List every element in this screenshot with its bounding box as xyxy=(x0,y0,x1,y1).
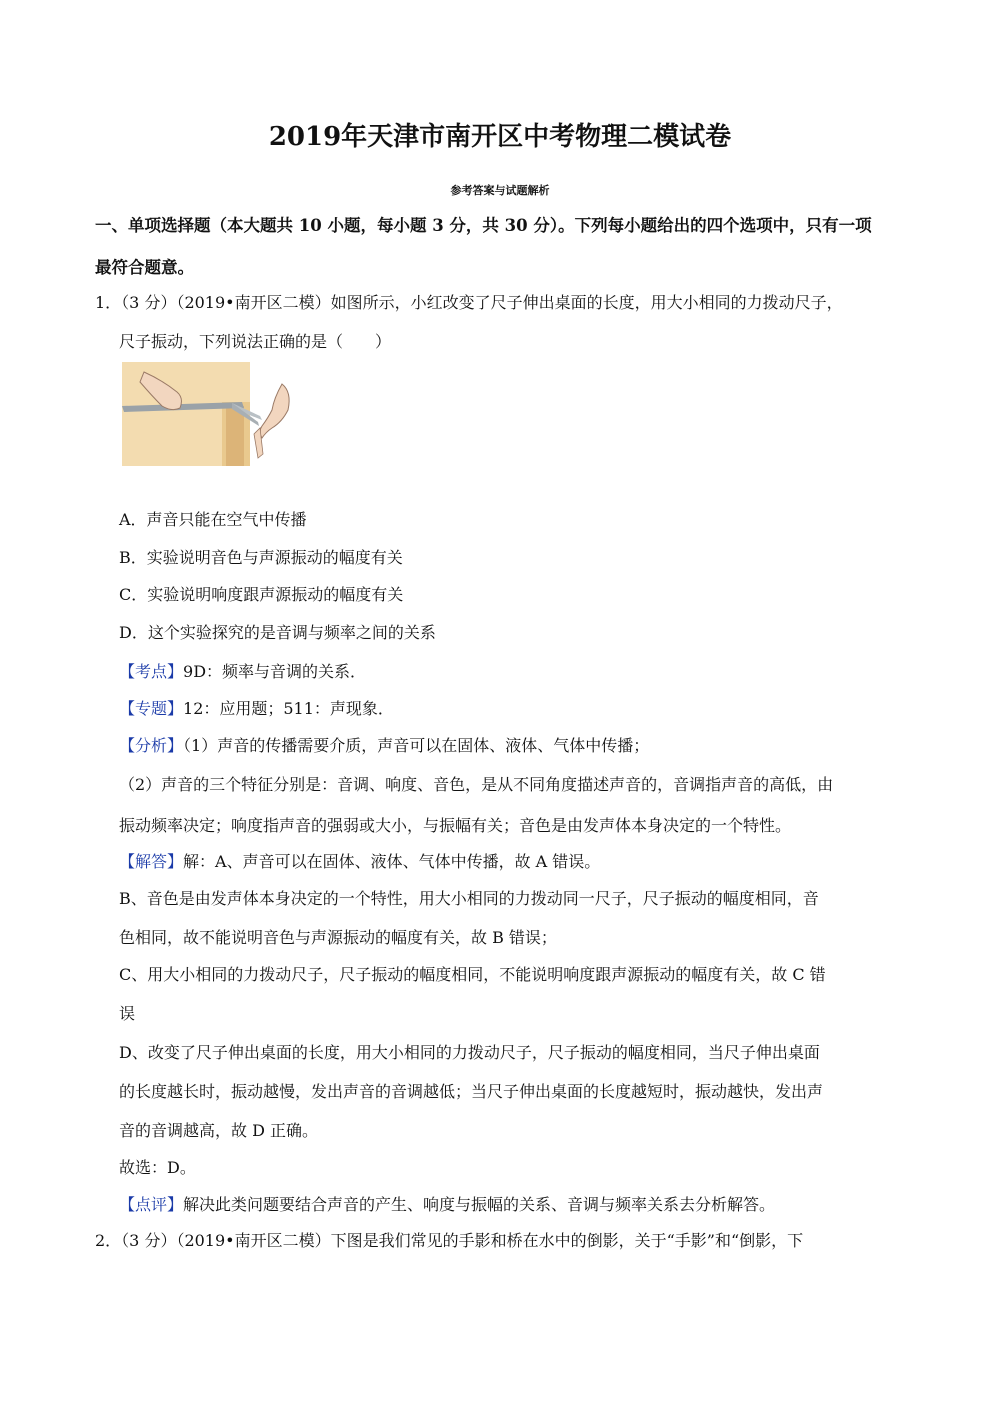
q1-stem-line1: 1．（3 分）（2019•南开区二模）如图所示，小红改变了尺子伸出桌面的长度，用大小相同的力拨动尺子， xyxy=(95,293,843,312)
q1-fenxi xyxy=(119,733,649,756)
q1-jieda-line7: 的长度越长时，振动越慢，发出声音的音调越低；当尺子伸出桌面的长度越短时，振动越快，发出声 xyxy=(119,1082,824,1101)
q1-stem-line2: 尺子振动，下列说法正确的是（ ） xyxy=(119,332,392,351)
q1-jieda-line5: 误 xyxy=(119,1004,136,1023)
zhuanti-text: 12：应用题；511：声现象． xyxy=(183,699,394,718)
q1-option-d: D．这个实验探究的是音调与频率之间的关系 xyxy=(119,623,436,642)
page-subtitle: 参考答案与试题解析 xyxy=(450,184,550,197)
q2-stem-line1: 2．（3 分）（2019•南开区二模）下图是我们常见的手影和桥在水中的倒影，关于“手影”和“倒影，下 xyxy=(95,1231,804,1250)
ruler-on-table-figure xyxy=(122,362,300,466)
section-heading-line1: 一、单项选择题（本大题共 10 小题，每小题 3 分，共 30 分）。下列每小题给出的四个选项中，只有一项 xyxy=(95,216,872,235)
q1-dianping xyxy=(119,1192,775,1215)
q1-jieda-line4: C、用大小相同的力拨动尺子，尺子振动的幅度相同，不能说明响度跟声源振动的幅度有关，故 C 错 xyxy=(119,965,826,984)
q1-jieda xyxy=(119,849,600,872)
q1-answer: 故选：D。 xyxy=(119,1158,196,1177)
q1-kaodian xyxy=(119,659,366,682)
q1-jieda-line2: B、音色是由发声体本身决定的一个特性，用大小相同的力拨动同一尺子，尺子振动的幅度相同，音 xyxy=(119,889,819,908)
right-hand xyxy=(260,384,289,438)
q1-fenxi-line3: 振动频率决定；响度指声音的强弱或大小，与振幅有关；音色是由发声体本身决定的一个特性。 xyxy=(119,816,792,835)
q1-jieda-line3: 色相同，故不能说明音色与声源振动的幅度有关，故 B 错误； xyxy=(119,928,557,947)
q1-option-a: A．声音只能在空气中传播 xyxy=(119,510,307,529)
q1-option-b: B．实验说明音色与声源振动的幅度有关 xyxy=(119,548,403,567)
jieda-tag: 【解答】 xyxy=(119,852,184,871)
q1-jieda-line6: D、改变了尺子伸出桌面的长度，用大小相同的力拨动尺子，尺子振动的幅度相同，当尺子伸出桌面 xyxy=(119,1043,820,1062)
kaodian-text: 9D：频率与音调的关系． xyxy=(183,662,367,681)
q1-zhuanti xyxy=(119,696,394,719)
dianping-text: 解决此类问题要结合声音的产生、响度与振幅的关系、音调与频率关系去分析解答。 xyxy=(183,1195,776,1214)
q1-option-c: C．实验说明响度跟声源振动的幅度有关 xyxy=(119,585,404,604)
fenxi-text-1: （1）声音的传播需要介质，声音可以在固体、液体、气体中传播； xyxy=(183,736,650,755)
kaodian-tag: 【考点】 xyxy=(119,662,184,681)
section-heading-line2: 最符合题意。 xyxy=(95,258,194,277)
page-title: 2019年天津市南开区中考物理二模试卷 xyxy=(268,122,732,152)
fenxi-tag: 【分析】 xyxy=(119,736,184,755)
zhuanti-tag: 【专题】 xyxy=(119,699,184,718)
q1-fenxi-line2: （2）声音的三个特征分别是：音调、响度、音色，是从不同角度描述声音的，音调指声音的高低，由 xyxy=(119,775,834,794)
dianping-tag: 【点评】 xyxy=(119,1195,184,1214)
table-leg xyxy=(226,406,244,466)
q1-jieda-line8: 音的音调越高，故 D 正确。 xyxy=(119,1121,319,1140)
jieda-text-1: 解：A、声音可以在固体、液体、气体中传播，故 A 错误。 xyxy=(183,852,601,871)
